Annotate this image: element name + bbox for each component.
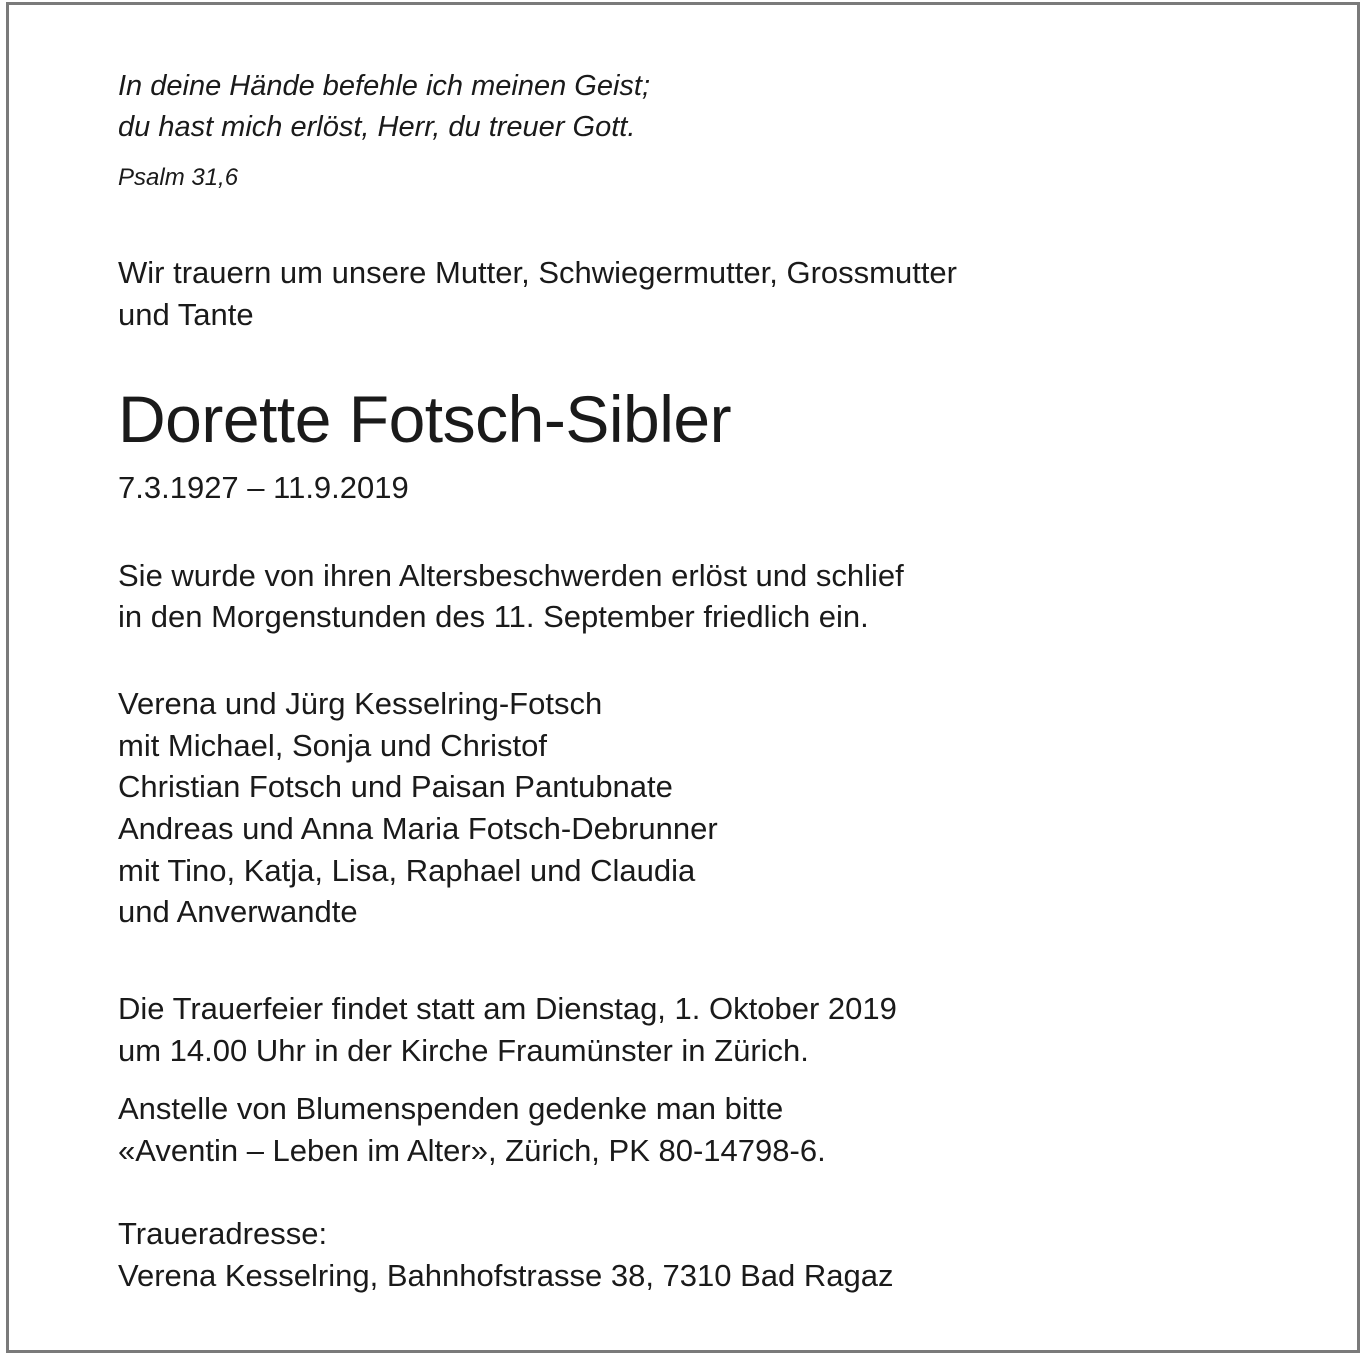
verse-reference: Psalm 31,6 [118, 164, 239, 191]
family-line-5: mit Tino, Katja, Lisa, Raphael und Claudia [118, 853, 696, 888]
deceased-name: Dorette Fotsch-Sibler [118, 382, 732, 456]
service-line-2: um 14.00 Uhr in der Kirche Fraumünster in Zürich. [118, 1033, 809, 1068]
family-line-2: mit Michael, Sonja und Christof [118, 728, 548, 763]
family-line-6: und Anverwandte [118, 894, 358, 929]
family-line-4: Andreas und Anna Maria Fotsch-Debrunner [118, 811, 718, 846]
passing-line-1: Sie wurde von ihren Altersbeschwerden erlöst und schlief [118, 558, 904, 593]
verse-line-2: du hast mich erlöst, Herr, du treuer Gott. [118, 111, 636, 143]
passing-line-2: in den Morgenstunden des 11. September friedlich ein. [118, 599, 869, 634]
service-line-1: Die Trauerfeier findet statt am Dienstag, 1. Oktober 2019 [118, 991, 897, 1026]
life-dates: 7.3.1927 – 11.9.2019 [118, 470, 409, 505]
intro-line-1: Wir trauern um unsere Mutter, Schwiegermutter, Grossmutter [118, 255, 957, 290]
verse-line-1: In deine Hände befehle ich meinen Geist; [118, 70, 651, 102]
donation-line-2: «Aventin – Leben im Alter», Zürich, PK 80-14798-6. [118, 1133, 826, 1168]
address-value: Verena Kesselring, Bahnhofstrasse 38, 7310 Bad Ragaz [118, 1258, 894, 1293]
intro-line-2: und Tante [118, 297, 254, 332]
donation-line-1: Anstelle von Blumenspenden gedenke man bitte [118, 1091, 784, 1126]
family-line-1: Verena und Jürg Kesselring-Fotsch [118, 686, 603, 721]
family-line-3: Christian Fotsch und Paisan Pantubnate [118, 769, 673, 804]
address-label: Traueradresse: [118, 1216, 328, 1251]
